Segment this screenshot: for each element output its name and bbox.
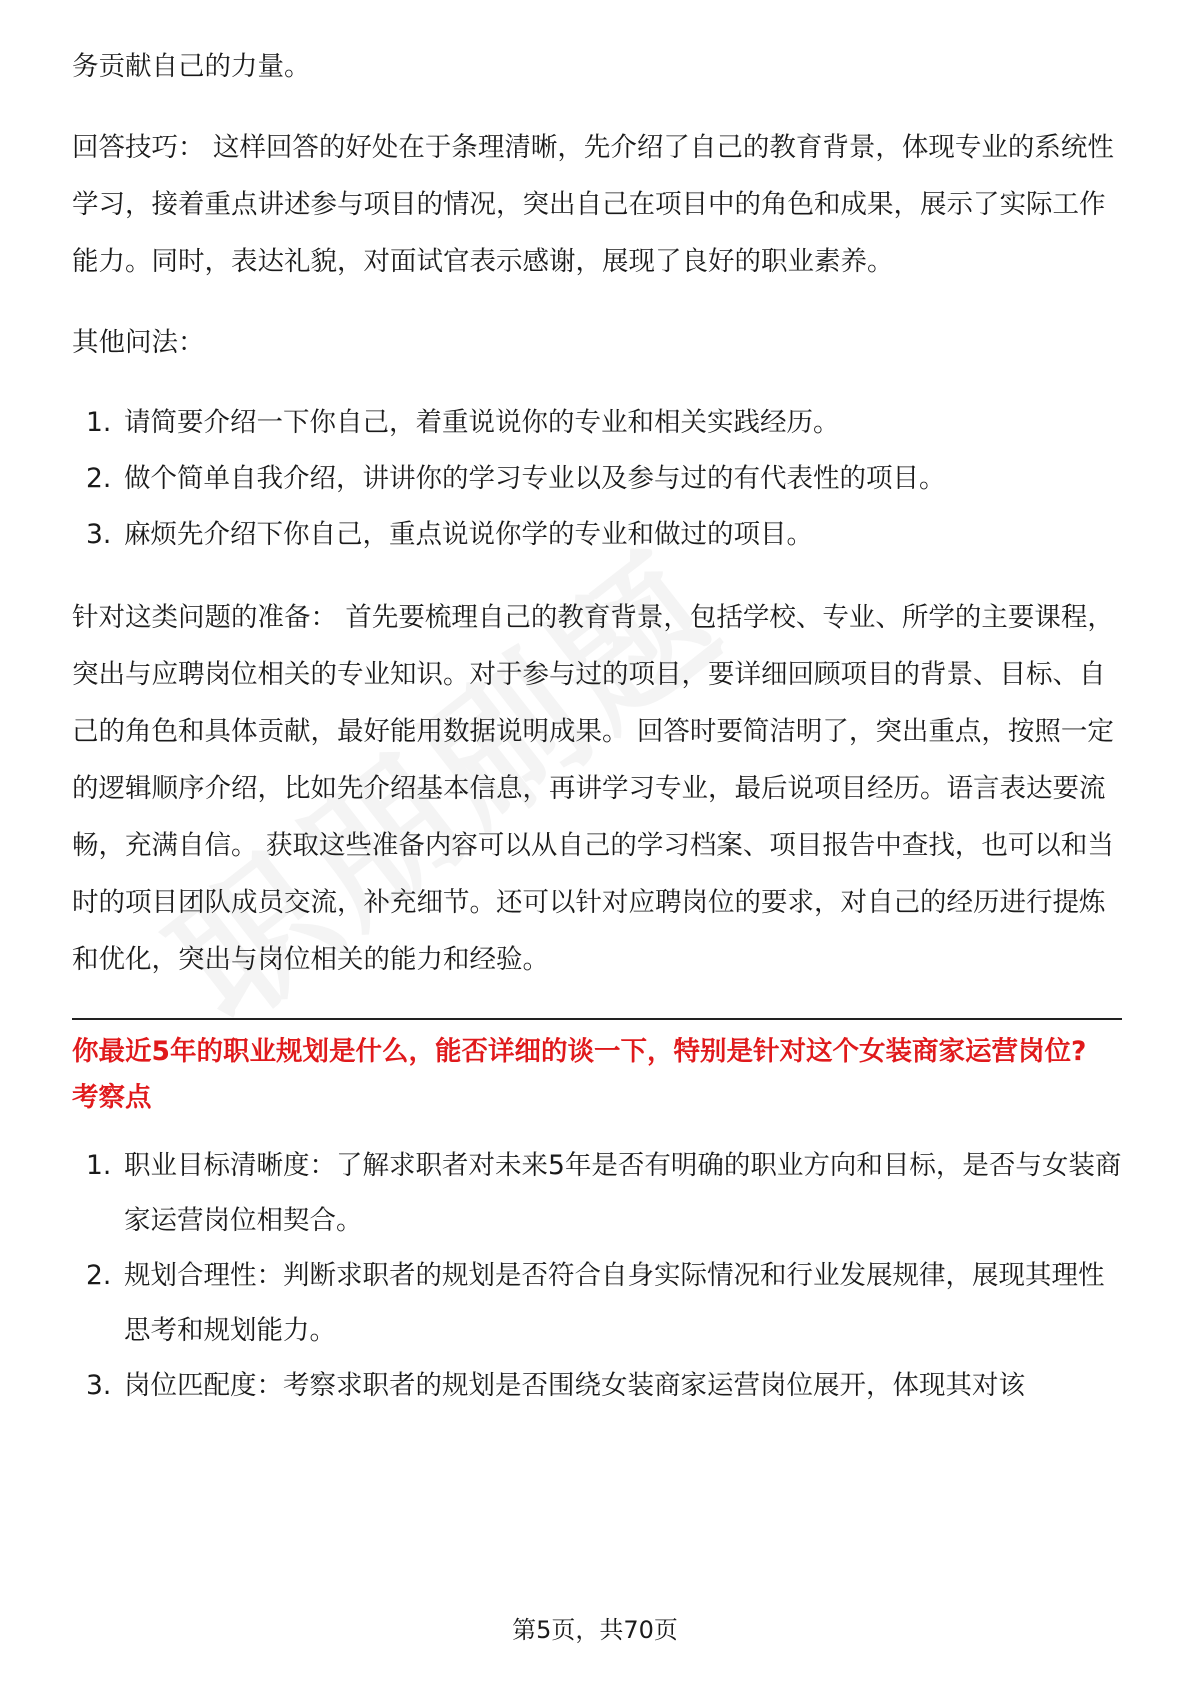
- assessment-heading: 考察点: [72, 1082, 152, 1113]
- other-questions-list: [72, 395, 1122, 563]
- list-text: 请简要介绍一下你自己，着重说说你的专业和相关实践经历。: [124, 407, 840, 438]
- section-divider: [72, 1018, 1122, 1020]
- page-number: 第5页，共70页: [512, 1616, 678, 1644]
- preparation-label: 针对这类问题的准备：: [72, 602, 337, 633]
- list-number: 3.: [86, 1370, 112, 1401]
- list-text: 岗位匹配度：考察求职者的规划是否围绕女装商家运营岗位展开，体现其对该: [124, 1370, 1025, 1401]
- other-questions-label: 其他问法：: [72, 327, 205, 358]
- tips-paragraph: [72, 119, 1122, 290]
- intro-tail: 务贡献自己的力量。: [72, 51, 311, 82]
- list-text: 规划合理性：判断求职者的规划是否符合自身实际情况和行业发展规律，展现其理性思考和规划能力。: [124, 1260, 1105, 1346]
- tips-label: 回答技巧：: [72, 132, 205, 163]
- list-item: [72, 451, 1122, 507]
- list-item: [72, 395, 1122, 451]
- list-item: [72, 1358, 1122, 1413]
- list-item: [72, 1138, 1122, 1248]
- question-heading: 你最近5年的职业规划是什么，能否详细的谈一下，特别是针对这个女装商家运营岗位?: [72, 1036, 1087, 1067]
- list-number: 1.: [86, 407, 112, 438]
- list-number: 2.: [86, 1260, 112, 1291]
- assessment-list: [72, 1138, 1122, 1413]
- list-number: 1.: [86, 1150, 112, 1181]
- list-number: 2.: [86, 463, 112, 494]
- list-text: 职业目标清晰度：了解求职者对未来5年是否有明确的职业方向和目标，是否与女装商家运营岗位相契合。: [124, 1150, 1122, 1236]
- tips-text: 这样回答的好处在于条理清晰，先介绍了自己的教育背景，体现专业的系统性学习，接着重点讲述参与项目的情况，突出自己在项目中的角色和成果，展示了实际工作能力。同时，表达礼貌，对面试官表示感谢，展现了良好的职业素养。: [72, 132, 1114, 277]
- list-item: [72, 507, 1122, 563]
- list-text: 做个简单自我介绍，讲讲你的学习专业以及参与过的有代表性的项目。: [124, 463, 946, 494]
- list-item: [72, 1248, 1122, 1358]
- list-number: 3.: [86, 519, 112, 550]
- preparation-text: 首先要梳理自己的教育背景，包括学校、专业、所学的主要课程，突出与应聘岗位相关的专业知识。对于参与过的项目，要详细回顾项目的背景、目标、自己的角色和具体贡献，最好能用数据说明成果。 回答时要简洁明了，突出重点，按照一定的逻辑顺序介绍，比如先介绍基本信息，再讲学习专业，最后说项目经历。语言表达要流畅，充满自信。 获取这些准备内容可以从自己的学习档案、项目报告中查找，也可以和当时的项目团队成员交流，补充细节。还可以针对应聘岗位的要求，对自己的经历进行提炼和优化，突出与岗位相关的能力和经验。: [72, 602, 1114, 975]
- page-content: [72, 38, 1122, 1413]
- list-text: 麻烦先介绍下你自己，重点说说你学的专业和做过的项目。: [124, 519, 813, 550]
- preparation-paragraph: [72, 589, 1122, 988]
